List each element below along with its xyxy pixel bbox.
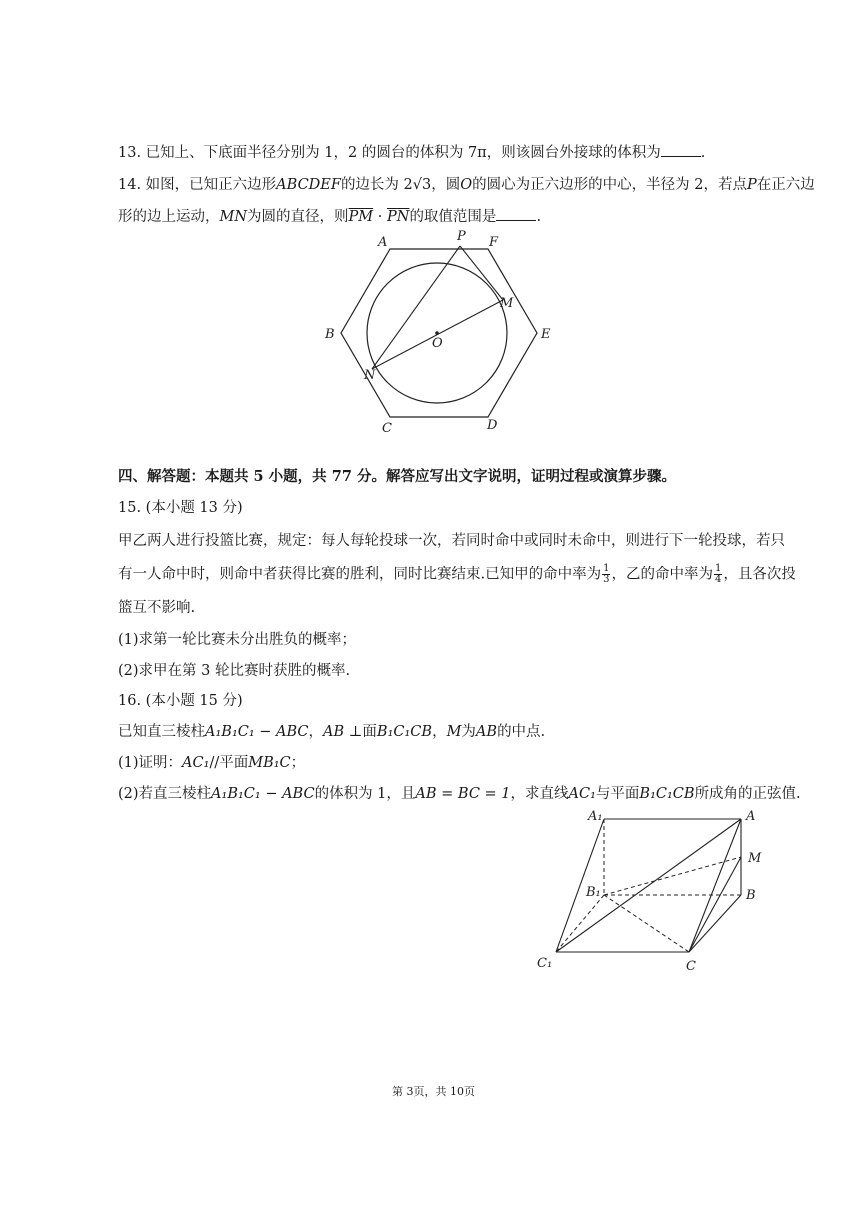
q15-part1: (1)求第一轮比赛未分出胜负的概率； [118, 632, 357, 648]
segment-pm [460, 246, 503, 300]
label-b1: B₁ [586, 885, 601, 900]
label-a: A [378, 235, 388, 250]
center-point [435, 331, 439, 335]
prism-figure [530, 800, 775, 980]
label-c1: C₁ [537, 956, 553, 971]
hidden-b1-c1 [556, 895, 604, 952]
label-b-prism: B [746, 888, 756, 903]
fraction-one-quarter: $\frac{1}{4}$ [714, 563, 722, 585]
label-a-prism: A [746, 809, 756, 824]
q14-line1: 14. 如图，已知正六边形ABCDEF的边长为 2√3，圆O的圆心为正六边形的中心，半径为 2，若点P在正六边 [118, 177, 815, 193]
q14-line2: 形的边上运动，MN为圆的直径，则$\overline{PM} \cdot \overline{PN}$的取值范围是 . [118, 206, 541, 227]
q16-line1: 已知直三棱柱A₁B₁C₁ − ABC，AB ⊥面B₁C₁CB，M为AB的中点. [118, 724, 546, 740]
label-m: M [500, 296, 514, 311]
q13-text: 13. 已知上、下底面半径分别为 1，2 的圆台的体积为 7π，则该圆台外接球的体积为 . [118, 142, 705, 163]
q14-answer-blank [496, 206, 536, 221]
segment-pn [372, 246, 460, 369]
q16-title: 16. (本小题 15 分) [118, 693, 243, 709]
label-f: F [489, 235, 499, 250]
hexagon-shape [341, 249, 537, 417]
fraction-one-third: $\frac{1}{3}$ [603, 563, 610, 585]
hexagon-figure [320, 225, 560, 440]
q15-part2: (2)求甲在第 3 轮比赛时获胜的概率. [118, 663, 351, 679]
line-a-c1 [556, 819, 741, 952]
page-footer: 第 3页，共 10页 [392, 1085, 475, 1098]
q15-line3: 篮互不影响. [118, 600, 196, 616]
label-c-prism: C [686, 959, 696, 974]
q15-title: 15. (本小题 13 分) [118, 500, 243, 516]
label-p: P [457, 229, 466, 244]
q15-line2: 有一人命中时，则命中者获得比赛的胜利，同时比赛结束.已知甲的命中率为 $\frac{1}{3}$ ，乙的命中率为 $\frac{1}{4}$ ，且各次投 [118, 563, 796, 585]
q13-answer-blank [661, 142, 701, 157]
label-d: D [487, 418, 498, 433]
q15-line1: 甲乙两人进行投篮比赛，规定：每人每轮投球一次，若同时命中或同时未命中，则进行下一轮投球，若只 [118, 533, 785, 549]
label-e: E [541, 327, 551, 342]
label-c: C [382, 421, 392, 436]
label-n: N [364, 368, 376, 383]
hidden-b1-m [604, 857, 741, 895]
section-4-heading: 四、解答题：本题共 5 小题，共 77 分。解答应写出文字说明，证明过程或演算步骤。 [118, 468, 676, 485]
label-a1: A₁ [588, 809, 603, 824]
label-b: B [325, 327, 335, 342]
label-m-prism: M [748, 851, 762, 866]
q16-part1: (1)证明：AC₁//平面MB₁C； [118, 755, 306, 771]
q16-part2: (2)若直三棱柱A₁B₁C₁ − ABC的体积为 1，且AB = BC = 1，求直线AC₁与平面B₁C₁CB所成角的正弦值. [118, 786, 801, 802]
line-m-c [689, 857, 741, 952]
hidden-b1-c [604, 895, 689, 952]
label-o: O [432, 336, 443, 351]
edge-a-c [689, 819, 741, 952]
